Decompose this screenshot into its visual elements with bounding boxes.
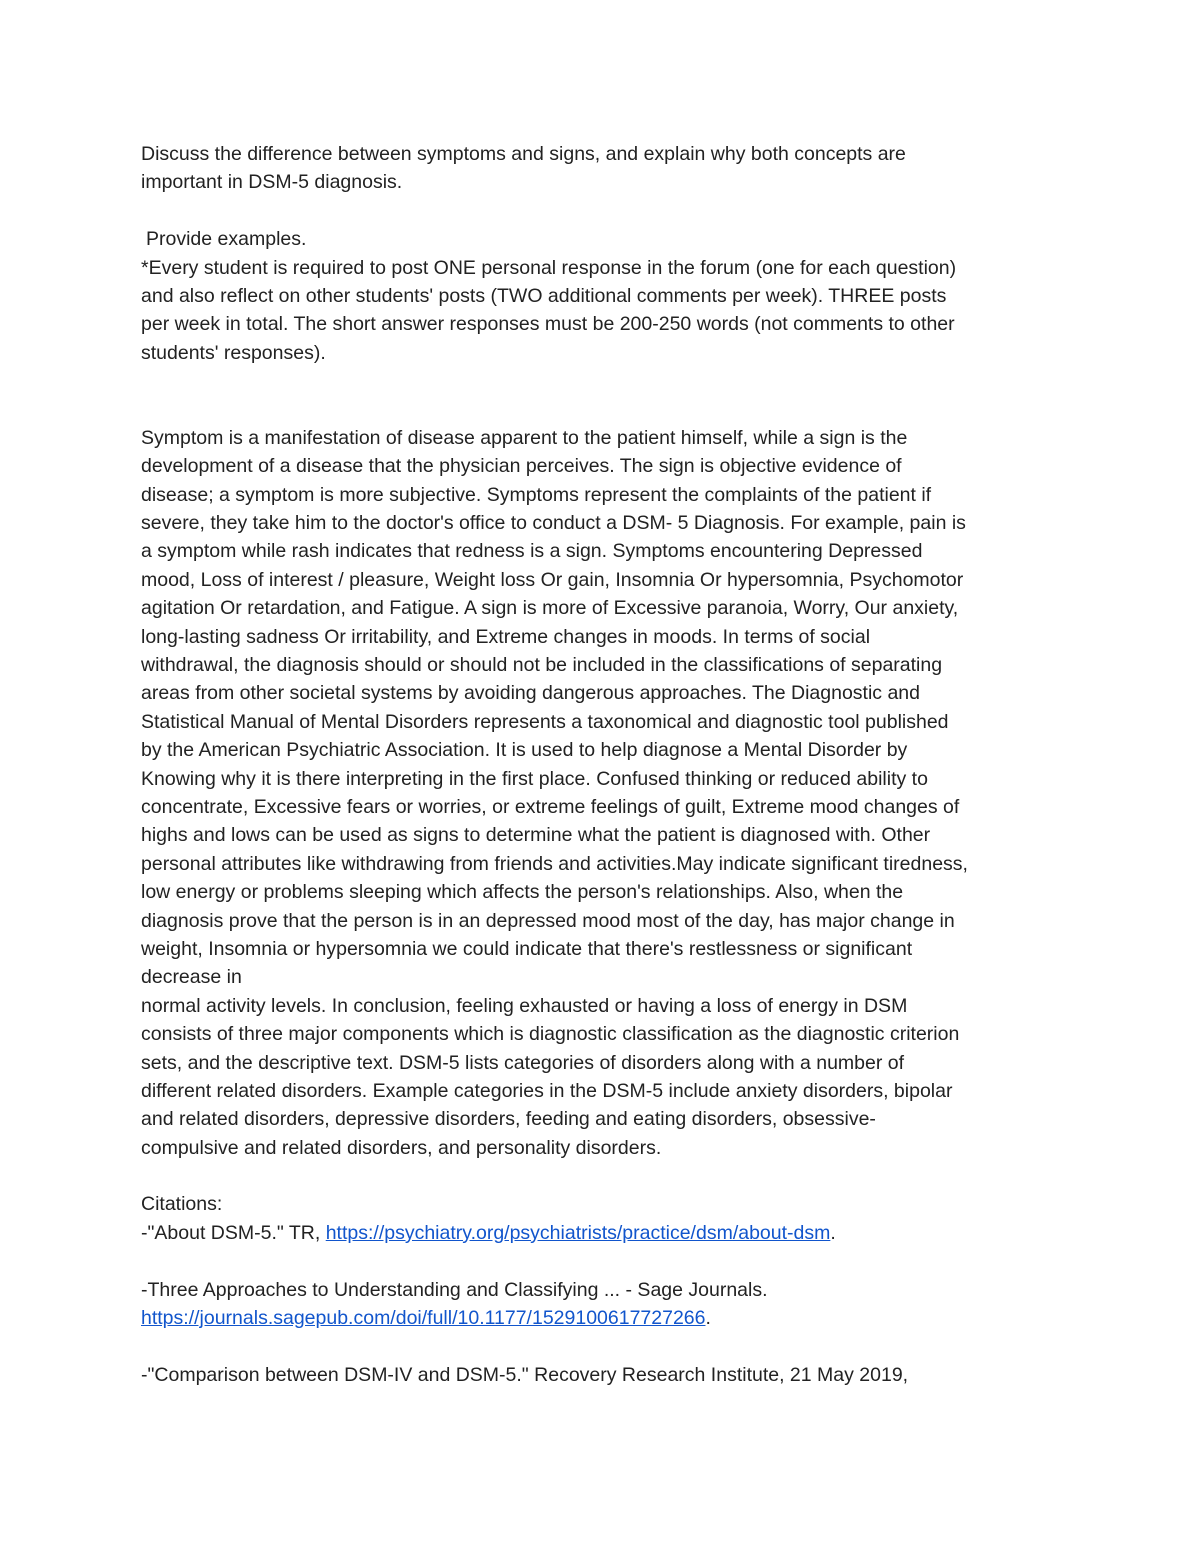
citation-item: -Three Approaches to Understanding and Classifying ... - Sage Journals. xyxy=(141,1278,768,1301)
answer-line: Statistical Manual of Mental Disorders represents a taxonomical and diagnostic tool published xyxy=(141,710,949,733)
spacer xyxy=(141,1162,1071,1190)
assignment-instructions xyxy=(141,254,1071,368)
spacer xyxy=(141,367,1071,424)
citation-link[interactable]: https://psychiatry.org/psychiatrists/practice/dsm/about-dsm xyxy=(325,1221,831,1244)
answer-line: agitation Or retardation, and Fatigue. A sign is more of Excessive paranoia, Worry, Our anxiety, xyxy=(141,597,959,620)
instructions-line: students' responses). xyxy=(141,341,326,364)
instructions-line: and also reflect on other students' posts (TWO additional comments per week). THREE posts xyxy=(141,284,947,307)
answer-line: compulsive and related disorders, and personality disorders. xyxy=(141,1136,662,1159)
answer-line: mood, Loss of interest / pleasure, Weight loss Or gain, Insomnia Or hypersomnia, Psychomotor xyxy=(141,568,964,591)
answer-line: weight, Insomnia or hypersomnia we could indicate that there's restlessness or significant xyxy=(141,937,913,960)
citations-section xyxy=(141,1190,1071,1389)
citation-text: -"About DSM-5." TR, xyxy=(141,1221,326,1244)
citations-heading: Citations: xyxy=(141,1193,223,1216)
answer-line: Symptom is a manifestation of disease apparent to the patient himself, while a sign is the xyxy=(141,426,908,449)
answer-line: disease; a symptom is more subjective. Symptoms represent the complaints of the patient if xyxy=(141,483,932,506)
instructions-line: per week in total. The short answer responses must be 200-250 words (not comments to other xyxy=(141,313,955,336)
citation-suffix: . xyxy=(705,1307,711,1330)
answer-line: diagnosis prove that the person is in an depressed mood most of the day, has major change in xyxy=(141,909,955,932)
prompt-line: Discuss the difference between symptoms and signs, and explain why both concepts are xyxy=(141,143,906,165)
answer-line: development of a disease that the physician perceives. The sign is objective evidence of xyxy=(141,455,902,478)
answer-paragraph xyxy=(141,424,1071,1162)
citation-link[interactable]: https://journals.sagepub.com/doi/full/10.1177/1529100617727266 xyxy=(141,1307,706,1330)
answer-line: personal attributes like withdrawing from friends and activities.May indicate significant tiredness, xyxy=(141,852,968,875)
answer-line: highs and lows can be used as signs to determine what the patient is diagnosed with. Other xyxy=(141,824,931,847)
spacer xyxy=(141,1332,1071,1360)
spacer xyxy=(141,197,1071,225)
citation-item xyxy=(141,1304,1071,1332)
prompt-question xyxy=(141,140,1071,197)
answer-line: by the American Psychiatric Association. It is used to help diagnose a Mental Disorder by xyxy=(141,739,908,762)
instructions-line: *Every student is required to post ONE personal response in the forum (one for each question) xyxy=(141,256,957,279)
answer-line: consists of three major components which is diagnostic classification as the diagnostic criterion xyxy=(141,1023,960,1046)
citation-suffix: . xyxy=(830,1221,836,1244)
answer-line: different related disorders. Example categories in the DSM-5 include anxiety disorders, bipolar xyxy=(141,1079,953,1102)
answer-line: long-lasting sadness Or irritability, and Extreme changes in moods. In terms of social xyxy=(141,625,871,648)
provide-examples-text: Provide examples. xyxy=(146,228,307,251)
answer-line: and related disorders, depressive disorders, feeding and eating disorders, obsessive- xyxy=(141,1108,876,1131)
answer-line: low energy or problems sleeping which affects the person's relationships. Also, when the xyxy=(141,881,904,904)
document-page xyxy=(141,140,1071,1389)
answer-line: decrease in xyxy=(141,966,242,989)
citation-item xyxy=(141,1219,1071,1247)
answer-line: concentrate, Excessive fears or worries, or extreme feelings of guilt, Extreme mood changes of xyxy=(141,796,960,818)
answer-line: Knowing why it is there interpreting in the first place. Confused thinking or reduced ability to xyxy=(141,767,928,790)
answer-line: sets, and the descriptive text. DSM-5 lists categories of disorders along with a number of xyxy=(141,1051,905,1074)
prompt-line: important in DSM-5 diagnosis. xyxy=(141,171,403,194)
spacer xyxy=(141,1247,1071,1275)
citation-item: -"Comparison between DSM-IV and DSM-5." Recovery Research Institute, 21 May 2019, xyxy=(141,1363,909,1386)
answer-line: areas from other societal systems by avoiding dangerous approaches. The Diagnostic and xyxy=(141,682,920,705)
answer-line: severe, they take him to the doctor's office to conduct a DSM- 5 Diagnosis. For example, pain is xyxy=(141,512,966,535)
answer-line: a symptom while rash indicates that redness is a sign. Symptoms encountering Depressed xyxy=(141,540,923,563)
answer-line: normal activity levels. In conclusion, feeling exhausted or having a loss of energy in DSM xyxy=(141,994,908,1017)
answer-line: withdrawal, the diagnosis should or should not be included in the classifications of separating xyxy=(141,654,943,677)
